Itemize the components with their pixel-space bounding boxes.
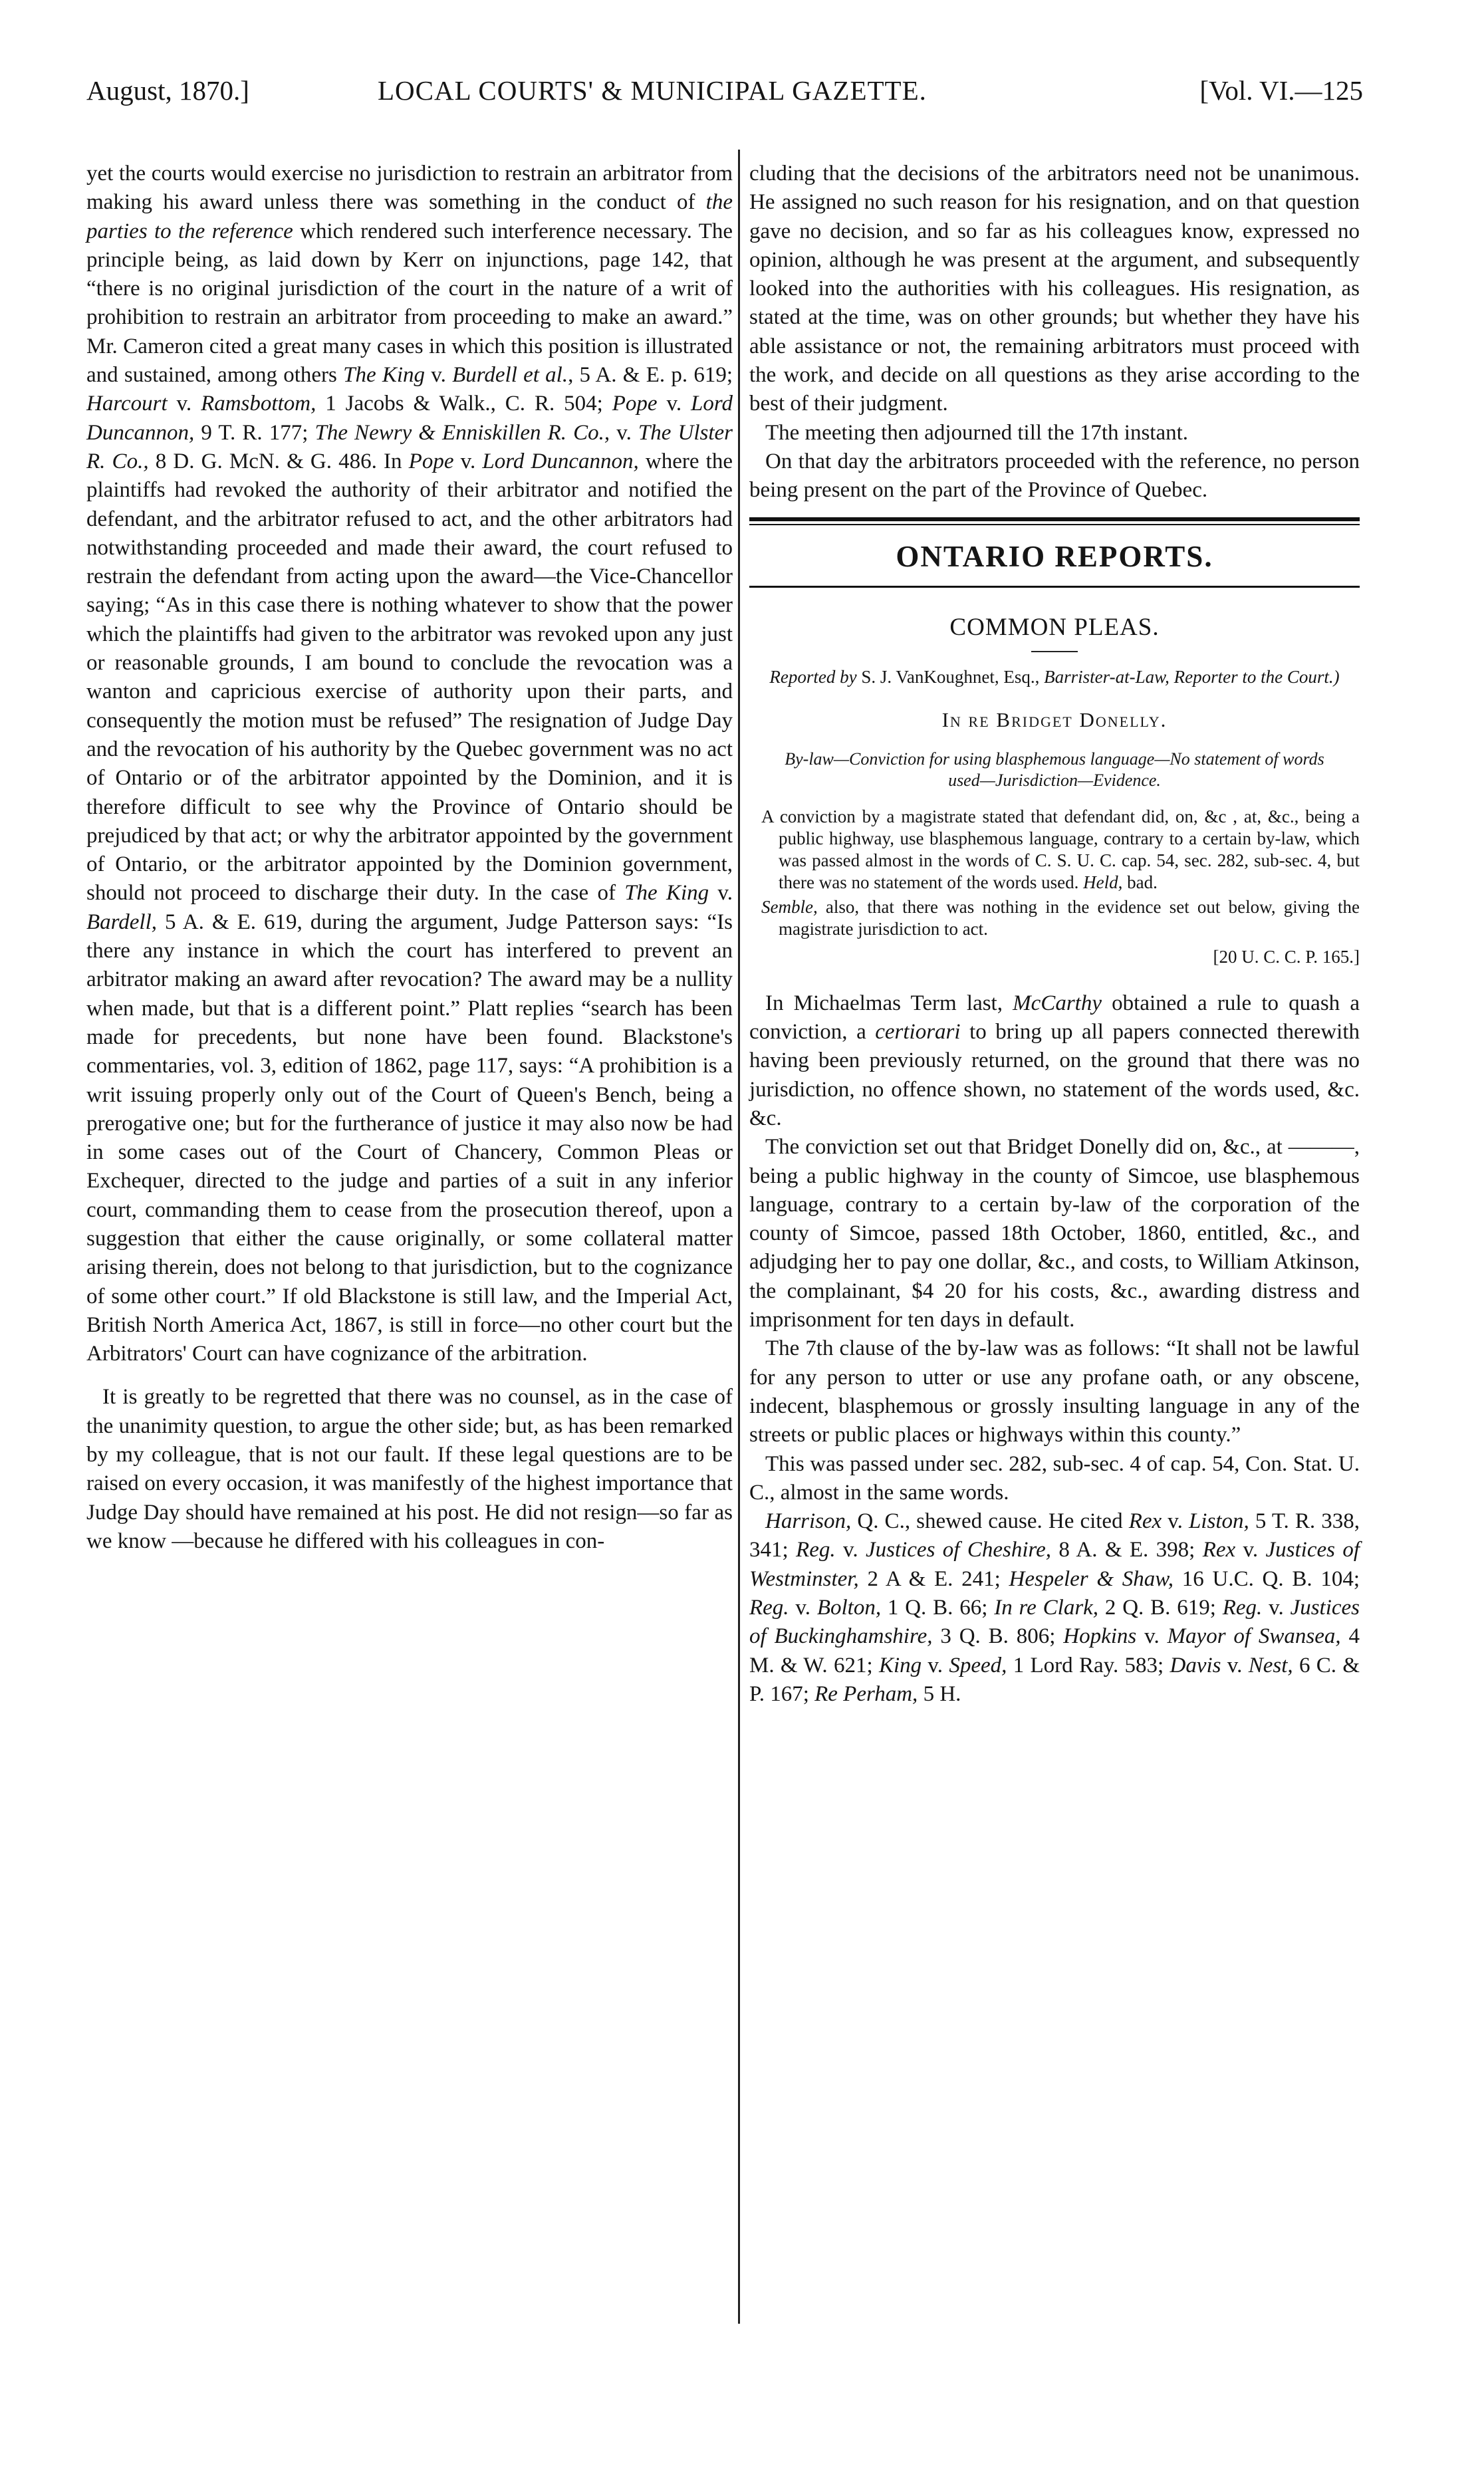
left-paragraph-2: It is greatly to be regretted that there was no counsel, as in the case of the unanimity question, to argue the other side; but, as has been remarked by my colleague, that is not our fault. If these legal questions are to be raised on every occasion, it was manifestly of the highest importance that Judge Day should have remained at his post. He did not resign—so far as we know —because he differed with his colleagues in con-: [86, 1385, 733, 1553]
issue-date: August, 1870.]: [86, 75, 249, 106]
right-paragraph-5: The conviction set out that Bridget Donelly did on, &c., at ———, being a public highway in the county of Simcoe, use blasphemous language, contrary to a certain by-law of the corporation of the county of Simcoe, passed 18th October, 1860, entitled, &c., and adjudging her to pay one dollar, &c., and costs, to William Atkinson, the complainant, $4 20 for his costs, &c., awarding distress and imprisonment for ten days in default.: [749, 1135, 1360, 1332]
right-paragraph-8: Harrison, Q. C., shewed cause. He cited Rex v. Liston, 5 T. R. 338, 341; Reg. v. Justices of Cheshire, 8 A. & E. 398; Rex v. Justices of Westminster, 2 A & E. 241; Hespeler & Shaw, 16 U.C. Q. B. 104; Reg. v. Bolton, 1 Q. B. 66; In re Clark, 2 Q. B. 619; Reg. v. Justices of Buckinghamshire, 3 Q. B. 806; Hopkins v. Mayor of Swansea, 4 M. & W. 621; King v. Speed, 1 Lord Ray. 583; Davis v. Nest, 6 C. & P. 167; Re Perham, 5 H.: [749, 1509, 1360, 1706]
right-paragraph-3: On that day the arbitrators proceeded with the reference, no person being present on the part of the Province of Quebec.: [749, 449, 1360, 503]
right-paragraph-6: The 7th clause of the by-law was as follows: “It shall not be lawful for any person to utter or use any profane oath, or any obscene, indecent, blasphemous or grossly insulting language in any of the streets or public places or highways within this county.”: [749, 1336, 1360, 1447]
right-column: [749, 160, 1360, 1709]
column-divider: [738, 150, 740, 2324]
right-paragraph-2: The meeting then adjourned till the 17th instant.: [765, 420, 1189, 445]
journal-title: LOCAL COURTS' & MUNICIPAL GAZETTE.: [378, 75, 927, 106]
case-title: In re Bridget Donelly.: [941, 708, 1168, 732]
left-paragraph-1: yet the courts would exercise no jurisdiction to restrain an arbitrator from making his award unless there was something in the conduct of the parties to the reference which rendered such interference necessary. The principle being, as laid down by Kerr on injunctions, page 142, that “there is no original jurisdiction of the court in the nature of a writ of prohibition to restrain an arbitrator from proceeding to make an award.” Mr. Cameron cited a great many cases in which this position is illustrated and sustained, among others The King v. Burdell et al., 5 A. & E. p. 619; Harcourt v. Ramsbottom, 1 Jacobs & Walk., C. R. 504; Pope v. Lord Duncannon, 9 T. R. 177; The Newry & Enniskillen R. Co., v. The Ulster R. Co., 8 D. G. McN. & G. 486. In Pope v. Lord Duncannon, where the plaintiffs had revoked the authority of their arbitrator and notified the defendant, and the arbitrator refused to act, and the other arbitrators had notwithstanding proceeded and made their award, the court refused to restrain the defendant from acting upon the award—the Vice-Chancellor saying; “As in this case there is nothing whatever to show that the power which the plaintiffs had given to the arbitrator was revoked upon any just or reasonable grounds, I am bound to conclude the revocation was a wanton and capricious exercise of authority upon their parts, and consequently the motion must be refused” The resignation of Judge Day and the revocation of his authority by the Quebec government was no act of Ontario or of the arbitrator appointed by the Dominion, and it is therefore difficult to see why the Province of Ontario should be prejudiced by that act; or why the arbitrator appointed by the government of Ontario, or the arbitrator appointed by the Dominion government, should not proceed to discharge their duty. In the case of The King v. Bardell, 5 A. & E. 619, during the argument, Judge Patterson says: “Is there any instance in which the court has interfered to prevent an arbitrator making an award after revocation? The award may be a nullity when made, but that is a different point.” Platt replies “search has been made for precedents, but none have been found. Blackstone's commentaries, vol. 3, edition of 1862, page 117, says: “A prohibition is a writ issuing properly only out of the Court of Queen's Bench, being a prerogative one; but for the furtherance of justice it may also now be had in some cases out of the Court of Chancery, Common Pleas or Exchequer, directed to the judge and parties of a suit in any inferior court, commanding them to cease from the prosecution thereof, upon a suggestion that either the cause originally, or some collateral matter arising therein, does not belong to that jurisdiction, but to the cognizance of some other court.” If old Blackstone is still law, and the Imperial Act, British North America Act, 1867, is still in force—no other court but the Arbitrators' Court can have cognizance of the arbitration.: [86, 162, 733, 1366]
catchwords: By-law—Conviction for using blasphemous language—No statement of words used—Jurisdiction—Evidence.: [785, 749, 1324, 791]
section-title: ONTARIO REPORTS.: [896, 539, 1213, 573]
page-header: [86, 74, 1363, 121]
double-rule: [749, 517, 1360, 525]
reporter-line: Reported by S. J. VanKoughnet, Esq., Barrister-at-Law, Reporter to the Court.): [769, 667, 1340, 687]
right-paragraph-7: This was passed under sec. 282, sub-sec. 4 of cap. 54, Con. Stat. U. C., almost in the same words.: [749, 1451, 1360, 1505]
headnote-2: Semble, also, that there was nothing in the evidence set out below, giving the magistrate jurisdiction to act.: [761, 897, 1360, 939]
section-rule: [749, 586, 1360, 588]
right-paragraph-1: cluding that the decisions of the arbitrators need not be unanimous. He assigned no such reason for his resignation, and on that question gave no decision, and so far as his colleagues know, expressed no opinion, although he was present at the argument, and subsequently looked into the authorities with his colleagues. His resignation, as stated at the time, was on other grounds; but whether they have his able assistance or not, the remaining arbitrators must proceed with the work, and decide on all questions as they arise according to the best of their judgment.: [749, 162, 1360, 416]
report-citation: [20 U. C. C. P. 165.]: [1213, 947, 1360, 967]
left-column: [86, 160, 733, 1556]
right-paragraph-4: In Michaelmas Term last, McCarthy obtained a rule to quash a conviction, a certiorari to bring up all papers connected therewith having been previously returned, on the ground that there was no jurisdiction, no offence shown, no statement of the words used, &c. &c.: [749, 991, 1360, 1130]
volume-page: [Vol. VI.—125: [1199, 75, 1363, 106]
headnote-1: A conviction by a magistrate stated that defendant did, on, &c , at, &c., being a public highway, use blasphemous language, contrary to a certain by-law, which was passed almost in the words of C. S. U. C. cap. 54, sec. 282, sub-sec. 4, but there was no statement of the words used. Held, bad.: [761, 806, 1360, 893]
court-title: COMMON PLEAS.: [949, 613, 1160, 641]
short-rule: [1031, 651, 1078, 652]
